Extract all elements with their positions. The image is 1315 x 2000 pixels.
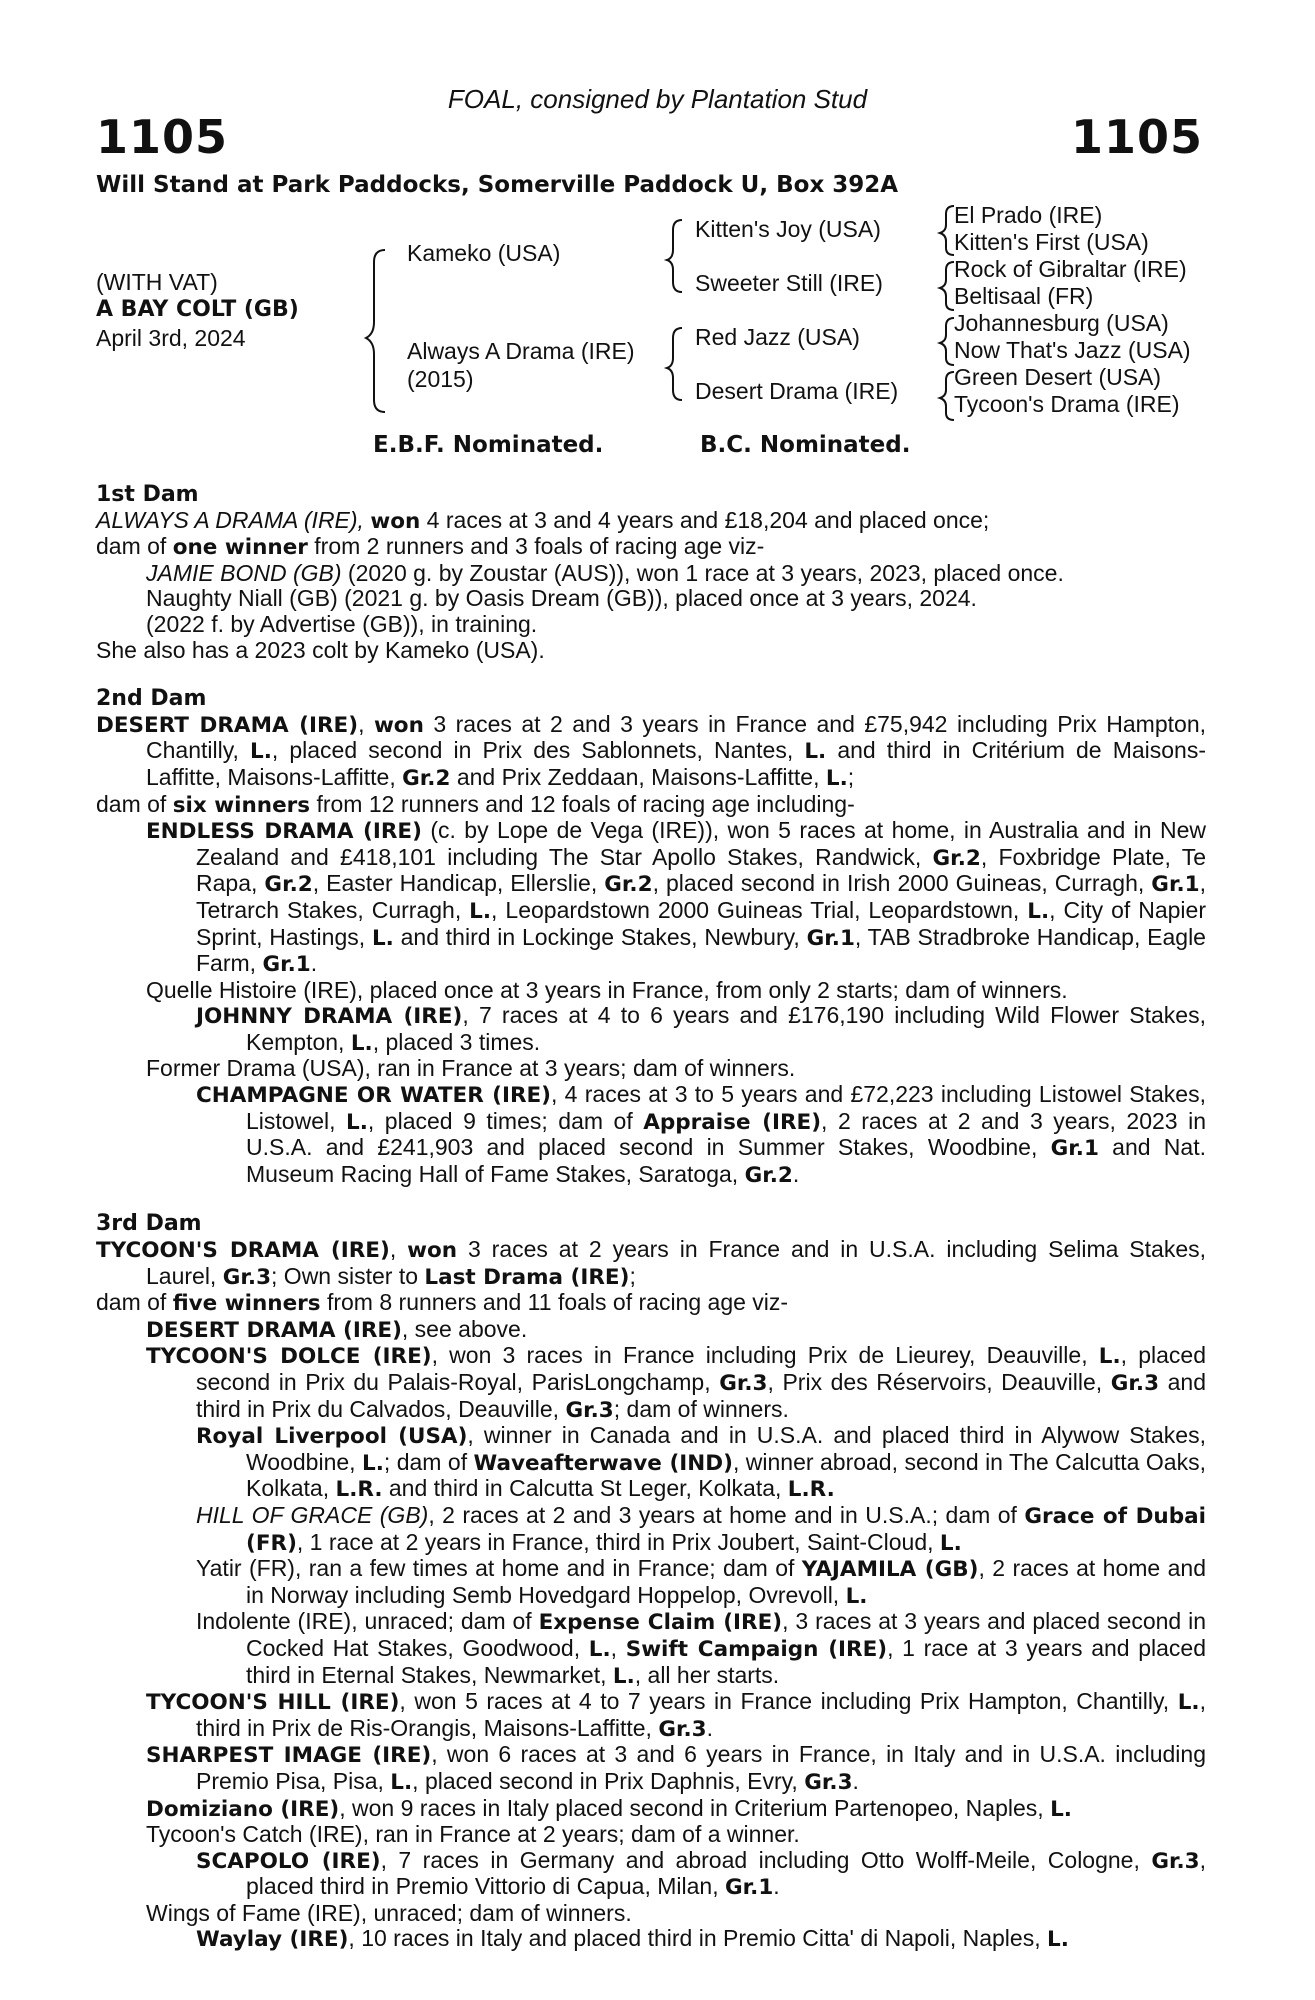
text: , City of Napier Sprint, Hastings,: [196, 896, 1206, 950]
group-label: Gr.2: [402, 765, 451, 791]
produce-item: [96, 1689, 1206, 1742]
ped-dsd: Now That's Jazz (USA): [954, 337, 1191, 363]
ped-ssd: Kitten's First (USA): [954, 229, 1149, 255]
text: Indolente (IRE), unraced; dam of: [196, 1608, 539, 1635]
text: ;: [629, 1262, 636, 1289]
brace-gen3-b: [940, 262, 954, 310]
produce-name: TYCOON'S DOLCE (IRE): [146, 1344, 432, 1370]
text: .: [852, 1767, 859, 1794]
lot-number-left: 1105: [96, 110, 229, 164]
sire-dam: Sweeter Still (IRE): [695, 270, 883, 296]
won-label: won: [373, 712, 424, 738]
first-dam-heading: 1st Dam: [96, 482, 199, 507]
text: , 7 races at 4 to 6 years and £176,190 including Wild Flower Stakes, Kempton,: [246, 1002, 1206, 1055]
produce-item: [96, 1742, 1206, 1795]
brace-gen2-dam: [667, 328, 682, 400]
text: .: [792, 1160, 800, 1187]
text: dam of: [96, 1289, 173, 1316]
grandproduce-item: [96, 1848, 1206, 1901]
ped-sss: El Prado (IRE): [954, 202, 1103, 228]
produce-item: [96, 1796, 1206, 1823]
pedigree-body: [96, 482, 1206, 1953]
ebf-nominated: E.B.F. Nominated.: [373, 432, 604, 458]
ped-sdd: Beltisaal (FR): [954, 283, 1094, 309]
text: , placed second in Prix Daphnis, Evry,: [412, 1767, 805, 1794]
listed-label: L.: [250, 739, 272, 765]
produce-item: Quelle Histoire (IRE), placed once at 3 years in France, from only 2 starts; dam of winners.: [146, 976, 1068, 1003]
bc-nominated: B.C. Nominated.: [700, 432, 911, 458]
group-label: Gr.3: [658, 1716, 707, 1742]
group-label: Gr.1: [1050, 1136, 1099, 1162]
listed-label: L.: [362, 1450, 384, 1476]
listed-label: L.R.: [787, 1477, 835, 1503]
text: ;: [847, 763, 855, 790]
produce-item: [96, 1343, 1206, 1423]
brace-gen1: [366, 250, 385, 412]
text: and third in Critérium de Maisons-Laffitte, Maisons-Laffitte,: [146, 737, 1206, 790]
lot-number-right: 1105: [1070, 110, 1203, 164]
text: , 4 races at 3 to 5 years and £72,223 including Listowel Stakes, Listowel,: [246, 1081, 1206, 1134]
group-label: Gr.2: [604, 872, 653, 898]
listed-label: L.: [588, 1636, 611, 1662]
text: , Foxbridge Plate, Te Rapa,: [196, 843, 1206, 897]
grandproduce-item: [96, 1556, 1206, 1609]
produce-name: JAMIE BOND (GB): [146, 559, 342, 586]
text: dam of: [96, 533, 173, 560]
brace-gen3-c: [940, 318, 954, 365]
produce-name: HILL OF GRACE (GB): [196, 1501, 429, 1528]
text: .: [310, 950, 318, 977]
sire-name: Kameko (USA): [407, 240, 561, 266]
dam-name: Always A Drama (IRE): [407, 338, 635, 364]
text: , placed second in Irish 2000 Guineas, Curragh,: [652, 870, 1152, 897]
produce-name: Domiziano (IRE): [146, 1796, 340, 1822]
group-label: Gr.3: [719, 1371, 768, 1396]
dam-dam: Desert Drama (IRE): [695, 378, 899, 404]
text: and Prix Zeddaan, Maisons-Laffitte,: [450, 763, 826, 790]
produce-item: [96, 1317, 1206, 1344]
produce-name: DESERT DRAMA (IRE): [146, 1317, 402, 1343]
listed-label: L.: [346, 1109, 368, 1135]
second-dam-produce-summary: [96, 792, 1206, 819]
produce-name: CHAMPAGNE OR WATER (IRE): [196, 1083, 552, 1109]
text: and third in Lockinge Stakes, Newbury,: [393, 923, 807, 950]
group-label: Gr.2: [264, 872, 313, 898]
text: , Prix des Réservoirs, Deauville,: [767, 1369, 1111, 1395]
text: , placed second in Prix des Sablonnets, Nantes,: [271, 737, 805, 764]
brace-gen3-d: [940, 372, 954, 420]
group-label: Gr.3: [222, 1264, 272, 1290]
text: ,: [610, 1634, 626, 1661]
first-dam-record: [96, 508, 1206, 535]
listed-label: L.R.: [335, 1477, 383, 1503]
won-label: won: [407, 1238, 458, 1264]
produce-item: Former Drama (USA), ran in France at 3 years; dam of winners.: [146, 1055, 796, 1082]
produce-name: Royal Liverpool (USA): [196, 1424, 468, 1450]
grandproduce-item: [96, 1082, 1206, 1188]
dam-sire: Red Jazz (USA): [695, 324, 860, 350]
produce-item: Naughty Niall (GB) (2021 g. by Oasis Dream (GB)), placed once at 3 years, 2024.: [146, 585, 977, 612]
horse-name: A BAY COLT (GB): [96, 297, 299, 322]
listed-label: L.: [939, 1530, 962, 1556]
produce-name: JOHNNY DRAMA (IRE): [196, 1004, 463, 1030]
grandproduce-item: [96, 1609, 1206, 1689]
first-dam-name: ALWAYS A DRAMA (IRE),: [96, 506, 364, 533]
dam-year: (2015): [407, 366, 474, 392]
vat-note: (WITH VAT): [96, 269, 218, 295]
text: , 2 races at 2 and 3 years at home and in U.S.A.; dam of: [428, 1501, 1025, 1528]
text: , Tetrarch Stakes, Curragh,: [196, 870, 1206, 923]
listed-label: L.: [845, 1583, 868, 1609]
text: .: [773, 1873, 780, 1900]
grandproduce-item: [96, 1003, 1206, 1056]
produce-name: Swift Campaign (IRE): [625, 1636, 888, 1662]
group-label: Gr.2: [932, 845, 981, 871]
produce-name: ENDLESS DRAMA (IRE): [146, 819, 422, 845]
text: from 12 runners and 12 foals of racing age including-: [310, 790, 855, 817]
group-label: Gr.1: [1151, 872, 1200, 898]
group-label: Gr.3: [1110, 1371, 1160, 1396]
text: Yatir (FR), ran a few times at home and in France; dam of: [196, 1555, 802, 1582]
produce-item: [96, 561, 1206, 587]
text: from 2 runners and 3 foals of racing age viz-: [307, 533, 765, 560]
winners-count: six winners: [172, 792, 311, 818]
produce-name: Waveafterwave (IND): [473, 1450, 733, 1476]
group-label: Gr.3: [1151, 1848, 1200, 1874]
ped-dss: Johannesburg (USA): [954, 310, 1169, 336]
sister-name: Last Drama (IRE): [424, 1264, 630, 1290]
produce-item: (2022 f. by Advertise (GB)), in training.: [146, 610, 538, 637]
group-label: Gr.1: [724, 1875, 774, 1901]
first-dam-produce-summary: [96, 534, 1206, 561]
text: and Nat. Museum Racing Hall of Fame Stakes, Saratoga,: [246, 1134, 1206, 1187]
third-dam-produce-summary: [96, 1290, 1206, 1317]
listed-label: L.: [804, 739, 827, 765]
produce-name: SHARPEST IMAGE (IRE): [146, 1743, 432, 1769]
group-label: Gr.1: [262, 952, 311, 978]
produce-name: TYCOON'S HILL (IRE): [146, 1690, 400, 1716]
produce-name: Appraise (IRE): [643, 1109, 822, 1135]
foaling-date: April 3rd, 2024: [96, 325, 246, 351]
listed-label: L.: [390, 1769, 413, 1795]
text: ; Own sister to: [271, 1262, 425, 1289]
text: , TAB Stradbroke Handicap, Eagle Farm,: [196, 923, 1206, 977]
produce-item: Wings of Fame (IRE), unraced; dam of winners.: [146, 1899, 632, 1926]
text: , Leopardstown 2000 Guineas Trial, Leopardstown,: [491, 896, 1028, 923]
text: , placed 3 times.: [372, 1028, 541, 1055]
group-label: Gr.1: [806, 925, 855, 951]
listed-label: L.: [469, 898, 492, 924]
won-label: won: [370, 508, 421, 534]
text: , 1 race at 2 years in France, third in Prix Joubert, Saint-Cloud,: [296, 1528, 940, 1555]
produce-name: Waylay (IRE): [196, 1927, 349, 1953]
ped-ddd: Tycoon's Drama (IRE): [954, 391, 1180, 417]
text: , won 5 races at 4 to 7 years in France including Prix Hampton, Chantilly,: [399, 1688, 1178, 1715]
text: , 2 races at home and in Norway including Semb Hovedgard Hoppelop, Ovrevoll,: [246, 1555, 1206, 1608]
second-dam-record: DESERT DRAMA (IRE), won 3 races at 2 and 3 years in France and £75,942 including Prix Hampton, Chantilly, L., placed second in Prix des Sablonnets, Nantes, L. and third in Critérium de Maisons-Laffitte, Maisons-Laffitte, Gr.2 and Prix Zeddaan, Maisons-Laffitte, L.;: [96, 710, 1206, 791]
text: , see above.: [401, 1315, 528, 1342]
brace-gen3-a: [940, 206, 954, 255]
text: , winner in Canada and in U.S.A. and placed third in Alywow Stakes, Woodbine,: [246, 1422, 1206, 1475]
listed-label: L.: [1027, 898, 1050, 924]
first-dam-note: She also has a 2023 colt by Kameko (USA).: [96, 636, 545, 663]
brace-gen2-sire: [667, 220, 682, 292]
ped-sds: Rock of Gibraltar (IRE): [954, 256, 1187, 282]
text: , won 6 races at 3 and 6 years in France, in Italy and in U.S.A. including Premio Pisa, Pisa,: [196, 1741, 1207, 1794]
listed-label: L.: [1050, 1796, 1072, 1822]
text: (2020 g. by Zoustar (AUS)), won 1 race at 3 years, 2023, placed once.: [341, 559, 1064, 586]
text: , placed third in Premio Vittorio di Capua, Milan,: [246, 1846, 1207, 1900]
ped-dds: Green Desert (USA): [954, 364, 1162, 390]
listed-label: L.: [612, 1663, 635, 1689]
text: , 7 races in Germany and abroad including Otto Wolff-Meile, Cologne,: [380, 1846, 1152, 1873]
third-dam-heading: 3rd Dam: [96, 1211, 202, 1237]
listed-label: L.: [825, 765, 848, 791]
text: , placed second in Prix du Palais-Royal, ParisLongchamp,: [196, 1342, 1206, 1395]
winners-count: five winners: [172, 1291, 321, 1317]
grandproduce-item: [96, 1503, 1206, 1556]
text: from 8 runners and 11 foals of racing age viz-: [320, 1289, 789, 1316]
stand-location: Will Stand at Park Paddocks, Somerville Paddock U, Box 392A: [96, 172, 899, 198]
text: , 10 races in Italy and placed third in Premio Citta' di Napoli, Naples,: [348, 1925, 1047, 1952]
group-label: Gr.3: [565, 1397, 614, 1423]
text: 3 races at 2 years in France and in U.S.A. including Selima Stakes, Laurel,: [146, 1236, 1207, 1289]
text: , 2 races at 2 and 3 years, 2023 in U.S.A. and £241,903 and placed second in Summer Stakes, Woodbine,: [246, 1107, 1206, 1161]
text: , 3 races at 3 years and placed second in Cocked Hat Stakes, Goodwood,: [246, 1608, 1206, 1661]
third-dam-name: TYCOON'S DRAMA (IRE): [96, 1238, 390, 1264]
grandproduce-item: [96, 1926, 1206, 1953]
second-dam-name: DESERT DRAMA (IRE): [96, 712, 359, 738]
produce-name: Expense Claim (IRE): [538, 1610, 783, 1636]
text: ; dam of winners.: [613, 1395, 789, 1422]
produce-name: Grace of Dubai (FR): [246, 1503, 1207, 1556]
text: , placed 9 times; dam of: [367, 1107, 644, 1134]
produce-name: YAJAMILA (GB): [801, 1557, 979, 1583]
group-label: Gr.2: [744, 1162, 793, 1188]
listed-label: L.: [1098, 1344, 1121, 1370]
text: , third in Prix de Ris-Orangis, Maisons-Laffitte,: [196, 1688, 1206, 1741]
listed-label: L.: [1177, 1690, 1200, 1716]
grandproduce-item: [96, 1423, 1206, 1503]
text: and third in Calcutta St Leger, Kolkata,: [382, 1475, 788, 1502]
third-dam-record: TYCOON'S DRAMA (IRE), won 3 races at 2 years in France and in U.S.A. including Selima Stakes, Laurel, Gr.3; Own sister to Last Drama (IRE);: [96, 1236, 1207, 1290]
text: , Easter Handicap, Ellerslie,: [312, 870, 605, 897]
sire-sire: Kitten's Joy (USA): [695, 216, 881, 242]
winners-count: one winner: [172, 535, 308, 561]
consignor-line: FOAL, consigned by Plantation Stud: [447, 84, 868, 114]
text: .: [706, 1714, 714, 1741]
listed-label: L.: [1047, 1927, 1069, 1953]
text: , all her starts.: [634, 1661, 780, 1688]
text: 3 races at 2 and 3 years in France and £75,942 including Prix Hampton, Chantilly,: [146, 710, 1206, 764]
text: , winner abroad, second in The Calcutta Oaks, Kolkata,: [246, 1448, 1206, 1502]
listed-label: L.: [371, 925, 394, 951]
text: , won 3 races in France including Prix de Lieurey, Deauville,: [431, 1342, 1099, 1369]
produce-name: SCAPOLO (IRE): [196, 1848, 381, 1874]
record-text: 4 races at 3 and 4 years and £18,204 and placed once;: [420, 506, 990, 533]
listed-label: L.: [350, 1030, 373, 1056]
text: (c. by Lope de Vega (IRE)), won 5 races at home, in Australia and in New Zealand and £418,101 including The Star Apollo Stakes, Randwick,: [196, 817, 1206, 870]
text: dam of: [96, 790, 173, 817]
text: ; dam of: [383, 1448, 474, 1475]
produce-item: [96, 818, 1206, 978]
text: , won 9 races in Italy placed second in Criterium Partenopeo, Naples,: [339, 1794, 1051, 1821]
text: and third in Prix du Calvados, Deauville,: [196, 1369, 1207, 1422]
text: , 1 race at 3 years and placed third in Eternal Stakes, Newmarket,: [246, 1634, 1207, 1688]
group-label: Gr.3: [804, 1769, 853, 1795]
produce-item: Tycoon's Catch (IRE), ran in France at 2 years; dam of a winner.: [146, 1821, 800, 1848]
second-dam-heading: 2nd Dam: [96, 686, 207, 712]
